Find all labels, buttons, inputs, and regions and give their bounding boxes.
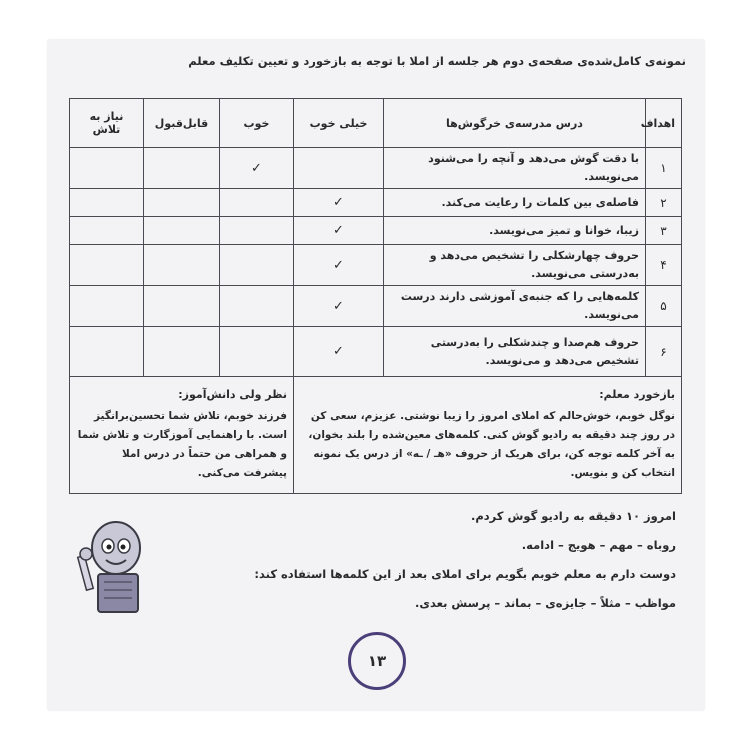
header-goals: اهداف bbox=[646, 99, 682, 148]
check-acceptable bbox=[144, 327, 220, 377]
check-needs-effort bbox=[70, 245, 144, 286]
parent-comment-text: فرزند خوبم، تلاش شما تحسین‌برانگیز است. با راهنمایی آموزگارت و تلاش شما و همراهی من حتماً در درس املا پیشرفت می‌کنی. bbox=[77, 409, 287, 479]
check-good bbox=[220, 327, 294, 377]
check-acceptable bbox=[144, 189, 220, 217]
teacher-feedback-title: بازخورد معلم: bbox=[599, 387, 675, 401]
check-needs-effort bbox=[70, 189, 144, 217]
check-needs-effort bbox=[70, 327, 144, 377]
check-good bbox=[220, 286, 294, 327]
written-line: امروز ۱۰ دقیقه به رادیو گوش کردم. bbox=[470, 509, 676, 523]
row-goal-text: کلمه‌هایی را که جنبه‌ی آموزشی دارند درست می‌نویسد. bbox=[384, 286, 646, 327]
header-needs-effort: نیاز به تلاش bbox=[70, 99, 144, 148]
evaluation-table bbox=[69, 98, 682, 494]
check-good bbox=[220, 217, 294, 245]
check-good: ✓ bbox=[220, 148, 294, 189]
table-row bbox=[70, 286, 682, 327]
teacher-feedback-text: نوگل خوبم، خوش‌حالم که املای امروز را زیبا نوشتی. عزیزم، سعی کن در روز چند دقیقه به رادیو گوش کنی. کلمه‌های معین‌شده را بلند بخوان، به آخر کلمه توجه کن، برای هریک از حروف «هـ / ـه» از درس یک نمونه انتخاب کن و بنویس. bbox=[308, 409, 675, 479]
parent-comment-box bbox=[70, 377, 294, 494]
workbook-page bbox=[48, 40, 704, 710]
written-line: مواظب – مثلاً – جایزه‌ی – بماند – پرسش بعدی. bbox=[415, 596, 676, 610]
check-acceptable bbox=[144, 286, 220, 327]
row-number: ۱ bbox=[646, 148, 682, 189]
row-goal-text: حروف چهارشکلی را تشخیص می‌دهد و به‌درستی می‌نویسد. bbox=[384, 245, 646, 286]
check-very-good: ✓ bbox=[294, 217, 384, 245]
table-row bbox=[70, 217, 682, 245]
row-number: ۲ bbox=[646, 189, 682, 217]
check-very-good bbox=[294, 148, 384, 189]
header-lesson: درس مدرسه‌ی خرگوش‌ها bbox=[384, 99, 646, 148]
row-goal-text: حروف هم‌صدا و چندشکلی را به‌درستی تشخیص می‌دهد و می‌نویسد. bbox=[384, 327, 646, 377]
check-very-good: ✓ bbox=[294, 245, 384, 286]
row-goal-text: فاصله‌ی بین کلمات را رعایت می‌کند. bbox=[384, 189, 646, 217]
student-written-notes bbox=[136, 502, 676, 618]
teacher-feedback-box bbox=[294, 377, 682, 494]
page-heading: نمونه‌ی کامل‌شده‌ی صفحه‌ی دوم هر جلسه از املا با توجه به بازخورد و تعیین تکلیف معلم bbox=[188, 54, 686, 68]
comments-row bbox=[70, 377, 682, 494]
check-good bbox=[220, 245, 294, 286]
table-row bbox=[70, 148, 682, 189]
row-number: ۶ bbox=[646, 327, 682, 377]
row-goal-text: با دقت گوش می‌دهد و آنچه را می‌شنود می‌نویسد. bbox=[384, 148, 646, 189]
check-acceptable bbox=[144, 245, 220, 286]
row-number: ۵ bbox=[646, 286, 682, 327]
check-needs-effort bbox=[70, 217, 144, 245]
table-row bbox=[70, 327, 682, 377]
check-needs-effort bbox=[70, 286, 144, 327]
check-acceptable bbox=[144, 217, 220, 245]
header-acceptable: قابل‌قبول bbox=[144, 99, 220, 148]
parent-comment-title: نظر ولی دانش‌آموز: bbox=[178, 387, 287, 401]
table-row bbox=[70, 245, 682, 286]
check-very-good: ✓ bbox=[294, 286, 384, 327]
header-very-good: خیلی خوب bbox=[294, 99, 384, 148]
table-header-row bbox=[70, 99, 682, 148]
row-goal-text: زیبا، خوانا و تمیز می‌نویسد. bbox=[384, 217, 646, 245]
written-line: روباه – مهم – هویج – ادامه. bbox=[521, 538, 676, 552]
page-number: ۱۳ bbox=[348, 632, 406, 690]
check-needs-effort bbox=[70, 148, 144, 189]
check-good bbox=[220, 189, 294, 217]
check-acceptable bbox=[144, 148, 220, 189]
check-very-good: ✓ bbox=[294, 327, 384, 377]
row-number: ۳ bbox=[646, 217, 682, 245]
check-very-good: ✓ bbox=[294, 189, 384, 217]
pencil-mascot-icon bbox=[74, 518, 154, 618]
written-line: دوست دارم به معلم خوبم بگویم برای املای بعد از این کلمه‌ها استفاده کند: bbox=[254, 567, 676, 581]
row-number: ۴ bbox=[646, 245, 682, 286]
header-good: خوب bbox=[220, 99, 294, 148]
table-row bbox=[70, 189, 682, 217]
